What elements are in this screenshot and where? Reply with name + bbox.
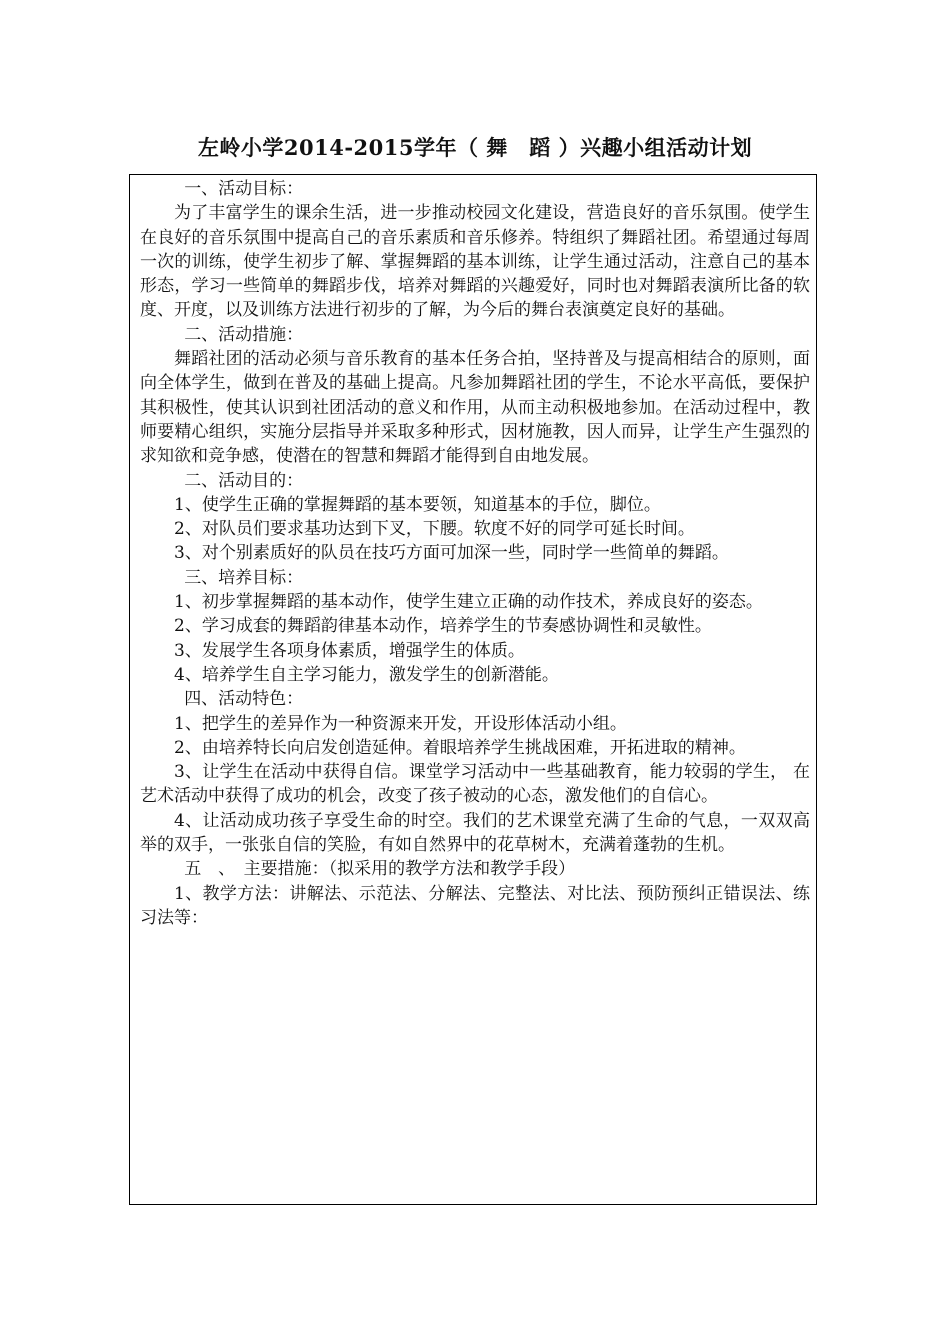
paragraph: 为了丰富学生的课余生活，进一步推动校园文化建设，营造良好的音乐氛围。使学生在良好的音乐氛围中提高自己的音乐素质和音乐修养。特组织了舞蹈社团。希望通过每周一次的训练，使学生初步了解、掌握舞蹈的基本训练，让学生通过活动，注意自己的基本形态，学习一些简单的舞蹈步伐，培养对舞蹈的兴趣爱好，同时也对舞蹈表演所比备的软度、开度，以及训练方法进行初步的了解，为今后的舞台表演奠定良好的基础。 (140, 203, 810, 321)
section-heading-goals: 一、活动目标： (184, 179, 304, 199)
list-item: 4、让活动成功孩子享受生命的时空。我们的艺术课堂充满了生命的气息，一双双高举的双手，一张张自信的笑脸，有如自然界中的花草树木，充满着蓬勃的生机。 (140, 810, 810, 856)
section-heading-main-measures: 五 、 主要措施：（拟采用的教学方法和教学手段） (184, 859, 576, 880)
list-item: 2、由培养特长向启发创造延伸。着眼培养学生挑战困难，开拓进取的精神。 (174, 737, 746, 758)
list-item: 2、对队员们要求基功达到下叉，下腰。软度不好的同学可延长时间。 (174, 519, 695, 540)
list-item: 1、初步掌握舞蹈的基本动作，使学生建立正确的动作技术，养成良好的姿态。 (174, 592, 763, 613)
document-title: 左岭小学2014-2015学年（ 舞 蹈 ）兴趣小组活动计划 (197, 135, 753, 160)
section-heading-purpose: 二、活动目的： (184, 470, 304, 491)
list-item: 3、发展学生各项身体素质，增强学生的体质。 (174, 640, 525, 661)
list-item: 2、学习成套的舞蹈韵律基本动作，培养学生的节奏感协调性和灵敏性。 (174, 616, 712, 637)
section-heading-features: 四、活动特色： (184, 689, 304, 710)
list-item: 3、让学生在活动中获得自信。课堂学习活动中一些基础教育，能力较弱的学生， 在艺术活动中获得了成功的机会，改变了孩子被动的心态，激发他们的自信心。 (140, 762, 810, 807)
list-item: 3、对个别素质好的队员在技巧方面可加深一些，同时学一些简单的舞蹈。 (174, 543, 729, 564)
list-item: 1、把学生的差异作为一种资源来开发，开设形体活动小组。 (174, 713, 627, 734)
paragraph: 舞蹈社团的活动必须与音乐教育的基本任务合拍，坚持普及与提高相结合的原则，面向全体学生，做到在普及的基础上提高。凡参加舞蹈社团的学生，不论水平高低，要保护其积极性，使其认识到社团活动的意义和作用，从而主动积极地参加。在活动过程中，教师要精心组织，实施分层指导并采取多种形式，因材施教，因人而异，让学生产生强烈的求知欲和竞争感，使潜在的智慧和舞蹈才能得到自由地发展。 (140, 349, 810, 467)
plan-content-table-cell (129, 174, 817, 1205)
section-heading-training-goals: 三、培养目标： (184, 567, 304, 588)
list-item: 1、教学方法：讲解法、示范法、分解法、完整法、对比法、预防预纠正错误法、练习法等： (140, 883, 810, 928)
list-item: 1、使学生正确的掌握舞蹈的基本要领，知道基本的手位，脚位。 (174, 494, 661, 515)
section-heading-measures: 二、活动措施： (184, 324, 304, 345)
list-item: 4、培养学生自主学习能力，激发学生的创新潜能。 (174, 664, 559, 685)
